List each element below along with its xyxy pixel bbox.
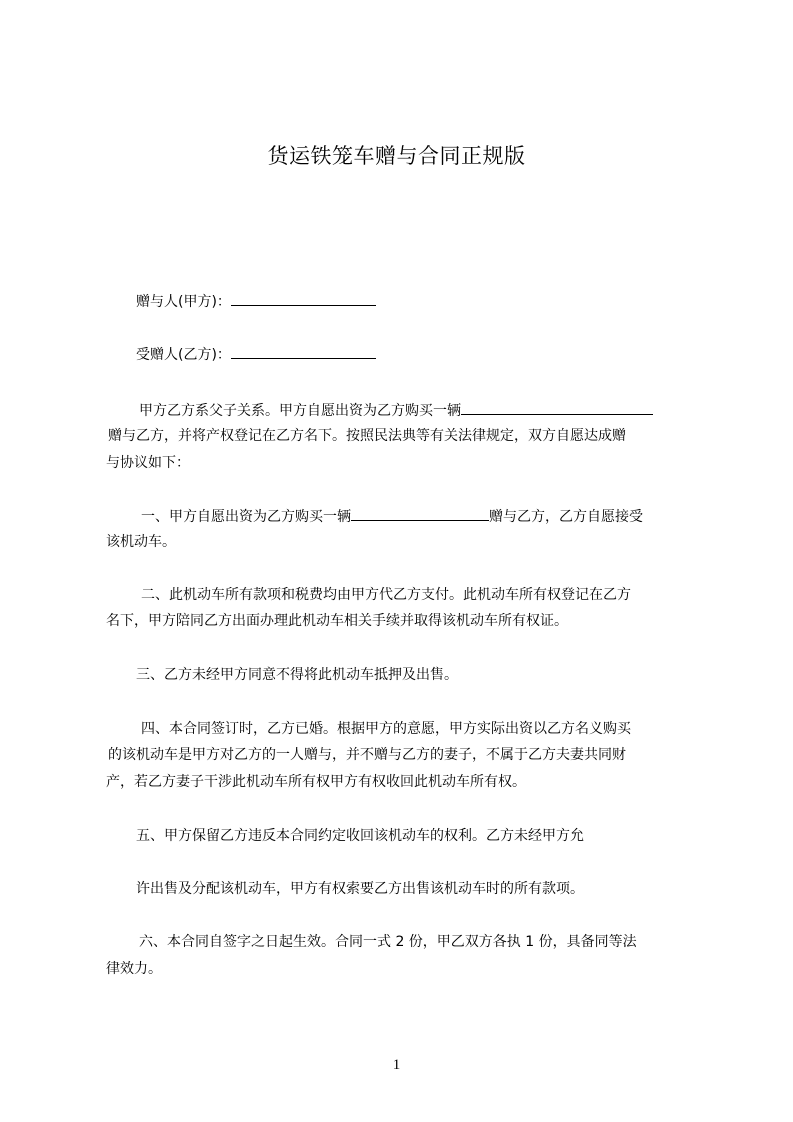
donor-name-blank[interactable] <box>231 290 376 306</box>
intro-line-3: 与协议如下： <box>106 455 190 471</box>
vehicle-blank-intro[interactable] <box>461 399 653 415</box>
clause6-line-1: 六、本合同自签字之日起生效。合同一式 2 份，甲乙双方各执 1 份，具备同等法 <box>139 934 637 950</box>
clause4-line-3: 产，若乙方妻子干涉此机动车所有权甲方有权收回此机动车所有权。 <box>106 774 526 790</box>
intro-text-1: 甲方乙方系父子关系。甲方自愿出资为乙方购买一辆 <box>139 403 461 419</box>
clause3-line: 三、乙方未经甲方同意不得将此机动车抵押及出售。 <box>136 667 458 683</box>
clause4-line-2: 的该机动车是甲方对乙方的一人赠与，并不赠与乙方的妻子，不属于乙方夫妻共同财 <box>108 747 626 763</box>
clause6-line-2: 律效力。 <box>106 961 162 977</box>
intro-line-1 <box>139 399 735 421</box>
clause5-line-2: 许出售及分配该机动车，甲方有权索要乙方出售该机动车时的所有款项。 <box>136 881 584 897</box>
clause2-line-2: 名下，甲方陪同乙方出面办理此机动车相关手续并取得该机动车所有权证。 <box>106 613 568 629</box>
intro-line-2: 赠与乙方，并将产权登记在乙方名下。按照民法典等有关法律规定，双方自愿达成赠 <box>108 428 626 444</box>
page-number: 1 <box>392 1057 401 1073</box>
donee-name-blank[interactable] <box>231 343 376 359</box>
donee-line <box>136 343 732 365</box>
clause4-line-1: 四、本合同签订时，乙方已婚。根据甲方的意愿，甲方实际出资以乙方名义购买 <box>141 721 631 737</box>
clause1-text-1: 一、甲方自愿出资为乙方购买一辆 <box>141 509 351 525</box>
clause1-text-2: 赠与乙方，乙方自愿接受 <box>489 509 643 525</box>
clause1-line-1 <box>141 505 737 527</box>
document-title: 货运铁笼车赠与合同正规版 <box>267 144 526 168</box>
clause1-line-2: 该机动车。 <box>106 534 176 550</box>
donee-label: 受赠人(乙方)： <box>136 347 231 363</box>
donor-label: 赠与人(甲方)： <box>136 294 231 310</box>
clause5-line-1: 五、甲方保留乙方违反本合同约定收回该机动车的权利。乙方未经甲方允 <box>136 828 584 844</box>
donor-line <box>136 290 732 312</box>
clause2-line-1: 二、此机动车所有款项和税费均由甲方代乙方支付。此机动车所有权登记在乙方 <box>141 587 631 603</box>
vehicle-blank-clause1[interactable] <box>351 505 489 521</box>
